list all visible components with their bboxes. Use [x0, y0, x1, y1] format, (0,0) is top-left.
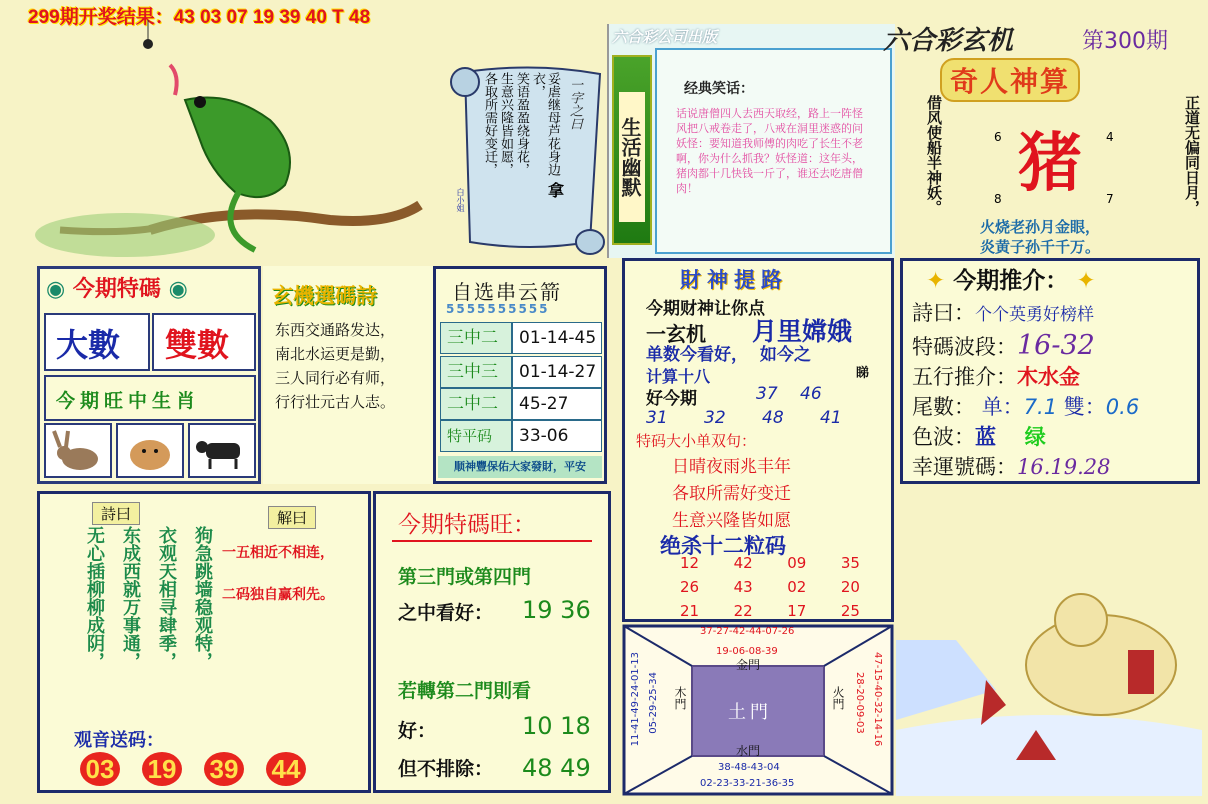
zixuan-title: 自选串云箭: [452, 280, 562, 304]
caishen-line-1: 今期财神让你点: [646, 299, 765, 319]
gate-earth: 土門: [728, 702, 772, 723]
qiren-line-1: 火烧老孙月金眼，: [980, 218, 1101, 236]
tema-big: 大數: [56, 326, 121, 364]
gate-right-nums-1: 47-15-40-32-14-16: [872, 652, 883, 747]
tema-even: 雙數: [165, 326, 230, 364]
zixuan-value-0: 01-14-45: [512, 322, 602, 354]
target-icon: ◉: [46, 276, 66, 302]
caishen-line-2b: 月里嫦娥: [752, 317, 853, 346]
caishen-line-4a: 计算十八: [646, 367, 711, 386]
temawang-l3: 若轉第二門則看: [398, 680, 532, 702]
scroll-answer: 拿: [548, 181, 565, 200]
caishen-num-a1: 46: [800, 384, 822, 404]
caishen-kill-grid: 12 42 09 35 26 43 02 20 21 22 17 25: [680, 554, 860, 620]
temawang-underline: [392, 540, 592, 542]
temawang-title: 今期特碼旺：: [398, 512, 536, 538]
gate-water: 水門: [736, 744, 761, 758]
zodiac-hamster: [116, 423, 184, 478]
publisher-label: 六合彩公司出版: [612, 29, 718, 46]
life-humor-tag: 生活幽默: [612, 55, 652, 245]
qiren-num-tl: 6: [994, 130, 1002, 144]
zixuan-footer: 顺神豐保佑大家發財，平安: [438, 456, 602, 478]
lizard-illustration: [0, 20, 436, 260]
qiren-num-tr: 4: [1106, 130, 1114, 144]
poem-title: 玄機選碼詩: [272, 283, 377, 308]
scroll-title: 一字之曰: [567, 78, 582, 130]
tuijie-rows: 詩曰：个个英勇好榜样 特碼波段：16-32 五行推介：木水金 尾數： 单：7.1 雙：0.6 色波：蓝 绿 幸運號碼：16.19.28: [912, 301, 1140, 479]
zixuan-label-2: 二中二: [440, 388, 512, 420]
shiyue-title: 詩曰: [92, 502, 140, 525]
gate-wood: 木門: [673, 686, 687, 710]
scroll-side-tag: 白小姐: [456, 188, 465, 212]
caishen-num-b0: 31: [646, 408, 668, 428]
brand-title: 六合彩玄机: [883, 26, 1014, 56]
gate-left-nums-2: 05-29-25-34: [648, 672, 659, 734]
caishen-title: 財神提路: [680, 267, 788, 292]
qiren-animal: 猪: [1018, 126, 1082, 201]
temawang-n3: 48 49: [522, 754, 591, 782]
qiren-title: 奇人神算: [940, 58, 1080, 102]
zixuan-value-3: 33-06: [512, 420, 602, 452]
songma-ball-2: 39: [204, 752, 244, 786]
zixuan-label-1: 三中三: [440, 356, 512, 388]
polar-bear-illustration: [896, 490, 1202, 796]
caishen-ju-title: 特码大小单双句：: [636, 432, 757, 450]
gate-bottom-nums-2: 02-23-33-21-36-35: [700, 778, 795, 789]
songma-ball-0: 03: [80, 752, 120, 786]
gate-right-nums-2: 28-20-09-03: [854, 672, 865, 734]
result-banner: 299期开奖结果：43 03 07 19 39 40 T 48: [28, 7, 371, 28]
gate-bottom-nums-1: 38-48-43-04: [718, 762, 780, 773]
songma-label: 观音送码：: [74, 730, 164, 751]
gate-fire: 火門: [831, 686, 845, 710]
target-icon: ◉: [168, 276, 188, 302]
tema-title: ◉ 今期特碼 ◉: [46, 276, 188, 302]
caishen-line-5a: 好今期: [646, 389, 697, 409]
temawang-l2: 之中看好：: [398, 602, 494, 624]
qiren-right-verse: 正道无偏同日月，: [1183, 95, 1201, 215]
qiren-line-2: 炎黄子孙千千万。: [980, 238, 1101, 256]
joke-heading: 经典笑话：: [684, 81, 754, 97]
tuijie-title: ✦ 今期推介： ✦: [926, 268, 1096, 294]
temawang-n2: 10 18: [522, 712, 591, 740]
temawang-l5: 但不排除：: [398, 758, 494, 780]
temawang-n1: 19 36: [522, 596, 591, 624]
caishen-line-2a: 一玄机: [646, 322, 706, 346]
zixuan-deco: 5555555555: [446, 302, 550, 316]
gate-top-nums-2: 19-06-08-39: [716, 646, 778, 657]
poem-lines: 东西交通路发达， 南北水运更是勤， 三人同行必有师， 行行壮元古人志。: [275, 321, 396, 411]
qiren-left-verse: 借风使船半神妖。: [925, 95, 943, 215]
shiyue-columns: 无心插柳柳成阴， 东成西就万事通， 衣观天相寻肆季， 狗急跳墙稳观特，: [84, 526, 213, 670]
zixuan-value-1: 01-14-27: [512, 356, 602, 388]
issue-number: 第300期: [1082, 29, 1168, 54]
jie-line-2: 二码独自赢利先。: [222, 587, 334, 603]
caishen-num-b1: 32: [704, 408, 726, 428]
jie-title: 解曰: [268, 506, 316, 529]
caishen-num-a0: 37: [756, 384, 778, 404]
zixuan-value-2: 45-27: [512, 388, 602, 420]
zodiac-rabbit: [44, 423, 112, 478]
temawang-l4: 好：: [398, 720, 437, 742]
caishen-ju: 日晴夜雨兆丰年 各取所需好变迁 生意兴隆皆如愿: [672, 457, 791, 531]
temawang-l1: 第三門或第四門: [398, 566, 532, 588]
tema-wang: 今期旺中生肖: [56, 390, 201, 412]
caishen-kill-title: 绝杀十二粒码: [660, 533, 786, 558]
gate-metal: 金門: [736, 658, 761, 672]
gate-left-nums-1: 11-41-49-24-01-13: [630, 652, 641, 747]
zixuan-label-3: 特平码: [440, 420, 512, 452]
gate-top-nums-1: 37-27-42-44-07-26: [700, 626, 795, 637]
jie-line-1: 一五相近不相连，: [222, 545, 334, 561]
scroll-poem: 妥虐继母芦花身边衣， 笑语盈盈绕身花， 生意兴隆皆如愿， 各取所需好变迁，: [482, 72, 560, 176]
caishen-line-4b: 睇: [856, 366, 870, 381]
songma-ball-1: 19: [142, 752, 182, 786]
sparkle-icon: ✦: [1076, 268, 1096, 294]
sparkle-icon: ✦: [926, 268, 946, 294]
qiren-num-br: 7: [1106, 192, 1114, 206]
caishen-line-3: 单数今看好， 如今之: [646, 345, 811, 365]
caishen-num-b3: 41: [820, 408, 842, 428]
zodiac-ox: [188, 423, 256, 478]
qiren-num-bl: 8: [994, 192, 1002, 206]
joke-body: 话说唐僧四人去西天取经，路上一阵怪风把八戒卷走了，八戒在洞里迷惑的问妖怪：要知道我师傅的肉吃了长生不老啊，你为什么抓我？妖怪道：这年头，猪肉都十几快钱一斤了，谁还去吃唐僧肉！: [676, 107, 863, 195]
caishen-num-b2: 48: [762, 408, 784, 428]
songma-ball-3: 44: [266, 752, 306, 786]
zixuan-label-0: 三中二: [440, 322, 512, 354]
